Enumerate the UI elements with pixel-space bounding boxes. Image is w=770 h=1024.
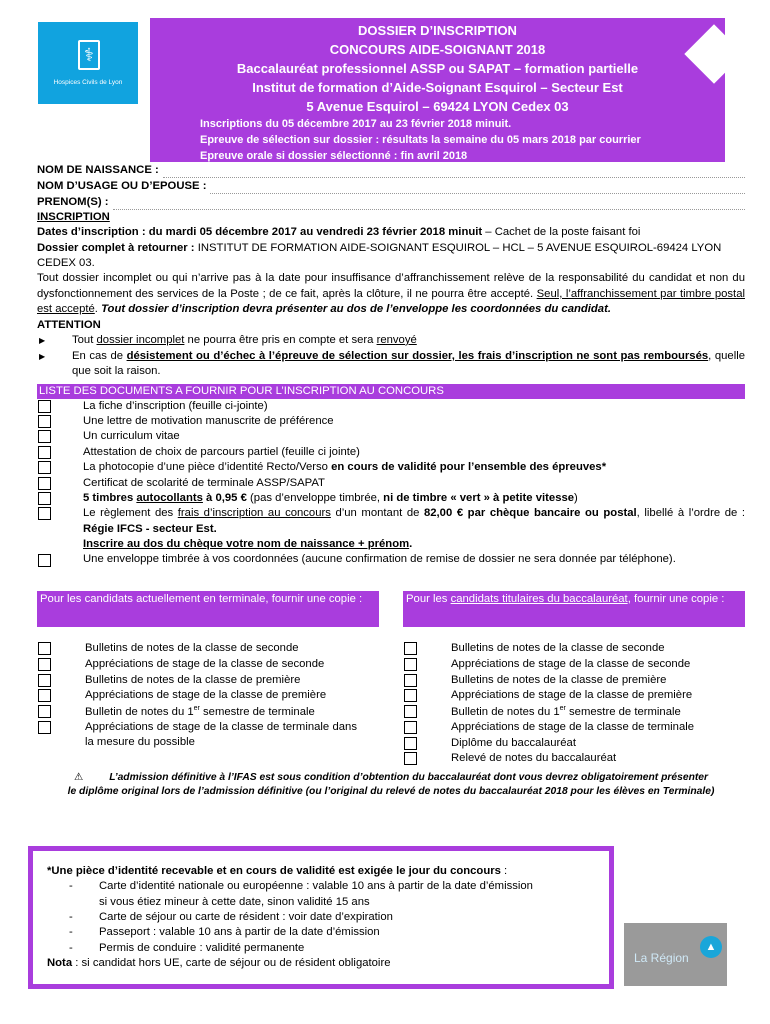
doc-item-partial-course[interactable]: Attestation de choix de parcours partiel (feuille ci jointe) <box>37 445 745 460</box>
checkbox[interactable] <box>38 400 51 413</box>
form-content <box>37 162 745 799</box>
identity-item: - Carte de séjour ou carte de résident : voir date d’expiration <box>69 911 393 924</box>
bullet-refund-text: En cas de désistement ou d’échec à l’épreuve de sélection sur dossier, les frais d’inscription ne sont pas remboursés, quelle que soit la raison. <box>72 349 745 378</box>
checkbox[interactable] <box>404 721 417 734</box>
doc-item-cv[interactable]: Un curriculum vitae <box>37 429 745 444</box>
terminale-item[interactable]: Bulletins de notes de la classe de première <box>37 673 379 689</box>
first-names-label: PRENOM(S) : <box>37 195 109 208</box>
birth-name-label: NOM DE NAISSANCE : <box>37 163 159 176</box>
first-names-line[interactable] <box>113 199 745 210</box>
warning-icon: ⚠ <box>73 771 84 783</box>
identity-requirements-box <box>28 846 614 989</box>
checkbox[interactable] <box>38 507 51 520</box>
bullet-incomplete-text: Tout dossier incomplet ne pourra être pris en compte et sera renvoyé <box>72 333 417 346</box>
bac-item[interactable]: Appréciations de stage de la classe de terminale <box>403 720 745 736</box>
inscription-heading: INSCRIPTION <box>37 211 110 223</box>
bac-item[interactable]: Relevé de notes du baccalauréat <box>403 751 745 767</box>
doc-item-id-copy[interactable]: La photocopie d’une pièce d’identité Recto/Verso en cours de validité pour l’ensemble des épreuves* <box>37 460 745 475</box>
header-selection-results: Epreuve de sélection sur dossier : résultats la semaine du 05 mars 2018 par courrier <box>200 134 641 146</box>
usage-name-label: NOM D’USAGE OU D’EPOUSE : <box>37 179 207 192</box>
hcl-logo-icon: ⚕ <box>78 40 100 70</box>
bac-item[interactable]: Bulletins de notes de la classe de première <box>403 673 745 689</box>
usage-name-field[interactable] <box>37 178 745 194</box>
doc-item-registration-form[interactable]: La fiche d’inscription (feuille ci-jointe) <box>37 399 745 414</box>
terminale-item[interactable]: Bulletin de notes du 1er semestre de terminale <box>37 704 379 720</box>
attention-bullet-refund <box>37 349 745 380</box>
doc-cheque-note: Inscrire au dos du chèque votre nom de naissance + prénom. <box>83 538 413 551</box>
triangle-bullet-icon: ▶ <box>39 335 46 345</box>
return-label: Dossier complet à retourner : <box>37 241 195 254</box>
terminale-item[interactable]: Appréciations de stage de la classe de première <box>37 688 379 704</box>
checkbox[interactable] <box>38 415 51 428</box>
checkbox[interactable] <box>38 477 51 490</box>
header-institute: Institut de formation d’Aide-Soignant Esquirol – Secteur Est <box>252 80 623 95</box>
birth-name-line[interactable] <box>163 167 745 178</box>
region-logo <box>624 923 727 986</box>
region-logo-icon: ▲ <box>700 936 722 958</box>
doc-item-envelope[interactable]: Une enveloppe timbrée à vos coordonnées (aucune confirmation de remise de dossier ne sera donnée par téléphone). <box>37 552 745 582</box>
checkbox[interactable] <box>38 689 51 702</box>
terminale-item[interactable]: Appréciations de stage de la classe de terminale dans la mesure du possible <box>37 720 379 751</box>
header-address: 5 Avenue Esquirol – 69424 LYON Cedex 03 <box>306 99 569 114</box>
identity-item: - Passeport : valable 10 ans à partir de la date d’émission <box>69 926 380 939</box>
region-logo-text: La Région <box>634 951 689 965</box>
inscription-dates-label: Dates d’inscription : du mardi 05 décembre 2017 au vendredi 23 février 2018 minuit <box>37 226 483 239</box>
copy-columns <box>37 591 745 766</box>
identity-title: *Une pièce d’identité recevable et en cours de validité est exigée le jour du concours : <box>47 865 508 877</box>
checkbox[interactable] <box>38 492 51 505</box>
identity-item: - Permis de conduire : validité permanente <box>69 941 305 954</box>
inscription-return <box>37 241 745 272</box>
paragraph-envelope-note: Tout dossier d’inscription devra présenter au dos de l’enveloppe les coordonnées du candidat. <box>101 303 611 316</box>
hcl-logo <box>38 22 138 104</box>
birth-name-field[interactable] <box>37 162 745 178</box>
doc-item-motivation-letter[interactable]: Une lettre de motivation manuscrite de préférence <box>37 414 745 429</box>
attention-heading: ATTENTION <box>37 318 101 331</box>
doc-item-fee[interactable]: Le règlement des frais d’inscription au concours d’un montant de 82,00 € par chèque bancaire ou postal, libellé à l’ordre de : Régie IFCS - secteur Est. <box>37 506 745 537</box>
checkbox[interactable] <box>38 446 51 459</box>
checkbox[interactable] <box>404 674 417 687</box>
checkbox[interactable] <box>38 658 51 671</box>
checkbox[interactable] <box>38 461 51 474</box>
inscription-dates <box>37 225 745 240</box>
inscription-paragraph <box>37 271 745 317</box>
header-title: DOSSIER D’INSCRIPTION <box>358 23 517 38</box>
terminale-item[interactable]: Appréciations de stage de la classe de seconde <box>37 657 379 673</box>
bac-item[interactable]: Diplôme du baccalauréat <box>403 736 745 752</box>
checkbox[interactable] <box>38 721 51 734</box>
header-banner <box>150 18 725 162</box>
terminale-heading: Pour les candidats actuellement en terminale, fournir une copie : <box>37 591 379 627</box>
checkbox[interactable] <box>404 642 417 655</box>
triangle-bullet-icon: ▶ <box>39 351 46 361</box>
checkbox[interactable] <box>404 658 417 671</box>
admission-notice: ⚠ L’admission définitive à l’IFAS est sous condition d’obtention du baccalauréat dont vous devrez obligatoirement présenter le diplôme original lors de l’admission définitive (ou l’original du relevé de notes du baccalauréat 2018 pour les élèves en Terminale) <box>67 771 715 797</box>
attention-bullet-incomplete <box>37 333 745 349</box>
terminale-item[interactable]: Bulletins de notes de la classe de seconde <box>37 641 379 657</box>
checkbox[interactable] <box>38 642 51 655</box>
doc-item-stamps[interactable]: 5 timbres autocollants à 0,95 € (pas d’enveloppe timbrée, ni de timbre « vert » à petite vitesse) <box>37 491 745 506</box>
header-program: Baccalauréat professionnel ASSP ou SAPAT – formation partielle <box>236 61 639 76</box>
paragraph-main: Tout dossier incomplet ou qui n’arrive pas à la date pour insuffisance d’affranchissement relève de la responsabilité du candidat et non du dysfonctionnement des services de la Poste ; de ce fait, après la clôture, il ne pourra être accepté. <box>37 272 745 300</box>
documents-heading: LISTE DES DOCUMENTS A FOURNIR POUR L’INSCRIPTION AU CONCOURS <box>37 384 745 399</box>
identity-item: - Carte d’identité nationale ou européenne : valable 10 ans à partir de la date d’émission si vous étiez mineur à cette date, sinon validité 15 ans <box>69 880 533 908</box>
bac-column <box>403 591 745 766</box>
checkbox[interactable] <box>38 554 51 567</box>
header-oral-exam: Epreuve orale si dossier sélectionné : fin avril 2018 <box>200 150 468 162</box>
hcl-logo-text: Hospices Civils de Lyon <box>53 79 123 86</box>
paragraph-postage: Seul, l’affranchissement par timbre postal est accepté <box>37 287 745 316</box>
checkbox[interactable] <box>404 705 417 718</box>
checkbox[interactable] <box>404 737 417 750</box>
bac-heading: Pour les candidats titulaires du baccalauréat, fournir une copie : <box>403 591 745 627</box>
doc-item-school-certificate[interactable]: Certificat de scolarité de terminale ASSP/SAPAT <box>37 476 745 491</box>
identity-note: Nota : si candidat hors UE, carte de séjour ou de résident obligatoire <box>47 957 391 970</box>
inscription-dates-note: – Cachet de la poste faisant foi <box>482 226 641 239</box>
bac-list <box>403 641 745 766</box>
header-registration-dates: Inscriptions du 05 décembre 2017 au 23 février 2018 minuit. <box>200 118 512 130</box>
bac-item[interactable]: Bulletins de notes de la classe de seconde <box>403 641 745 657</box>
checkbox[interactable] <box>38 674 51 687</box>
checkbox[interactable] <box>38 430 51 443</box>
terminale-list <box>37 641 379 750</box>
bac-item[interactable]: Appréciations de stage de la classe de seconde <box>403 657 745 673</box>
first-names-field[interactable] <box>37 194 745 210</box>
checkbox[interactable] <box>404 689 417 702</box>
bac-item[interactable]: Bulletin de notes du 1er semestre de terminale <box>403 704 745 720</box>
bac-item[interactable]: Appréciations de stage de la classe de première <box>403 688 745 704</box>
return-address: INSTITUT DE FORMATION AIDE-SOIGNANT ESQUIROL – HCL – 5 AVENUE ESQUIROL-69424 LYON CEDEX 03. <box>37 241 722 270</box>
paragraph-dot: . <box>94 303 102 316</box>
header-contest: CONCOURS AIDE-SOIGNANT 2018 <box>329 42 546 57</box>
terminale-column <box>37 591 379 766</box>
checkbox[interactable] <box>38 705 51 718</box>
checkbox[interactable] <box>404 752 417 765</box>
usage-name-line[interactable] <box>210 183 745 194</box>
